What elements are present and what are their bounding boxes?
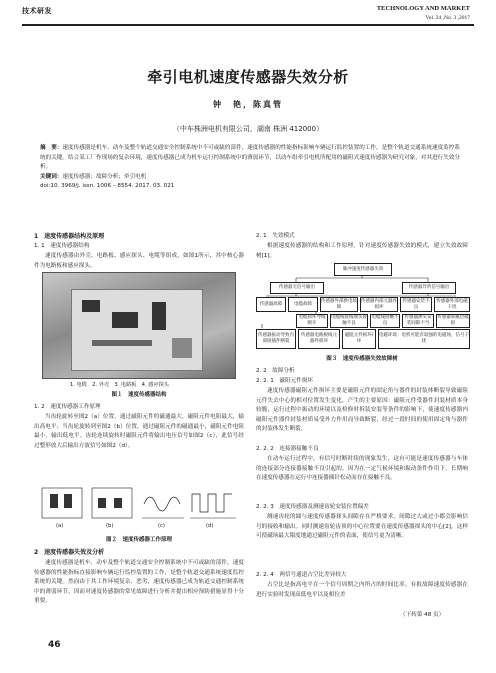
figure-3-caption: 图３ 速度传感器失效故障树 (326, 356, 398, 362)
tree-l1-1: 传感器异常信号输出 (402, 282, 456, 294)
section-2-2-4-heading: 2. 2. 4 两信号通道占空比差异较大 (256, 572, 347, 578)
keywords-line (40, 173, 460, 183)
paragraph-7: 测速齿轮的圆与速度传感器探头间隙存在严格要求，间隙过大或过小都会影响信号的接收和输出。同时测速齿轮齿顶的中心位置要在速度传感器探头的中心[2]，这样可使磁场最大限度地通过磁阻元件的表面，使信号更为清晰。 (256, 514, 468, 540)
section-2-2-2-heading: 2. 2. 2 连接器接触不良 (256, 446, 319, 452)
paragraph-3: 速度传感器是机车、动车及整个轨道交通安全控制系统中不可或缺的部件，速度传感器的性能指标直接影响车辆运行监控装置的工作，是整个轨道交通系统速度监控系统的关键。然而由于其工作环境复杂、恶劣，速度传感器已成为轨道交通控制系统中的薄弱环节，因而对速度传感器的常见故障进行分析并提出相应预防措施显得十分重要。 (34, 560, 244, 605)
tree-l3-4: 传感器屏蔽层破损 (437, 315, 469, 326)
figure-1-photo (42, 272, 236, 379)
abstract-body: 速度传感器是机车、动车及整个轨道交通安全控制系统中不可或缺的部件，速度传感器的性能指标影响车辆运行监控装置的工作，是整个轨道交通系统速度监控系统的关键。结合某工厂作现场的复杂环境，速度传感器已成为机车运行控制系统中的薄弱环节，以动车组牵引电机所配用的磁阻式速度传感器为研究对象，对其进行失效分析。 (40, 145, 460, 171)
paragraph-2: 当齿轮旋转至图2（a）位置，通过磁阻元件的磁通最大，磁阻元件电阻最大，输出高电平；当齿轮旋转到至图2（b）位置，通过磁阻元件的磁通最小，磁阻元件电阻最小，输出低电平。齿轮连续旋转时磁阻元件将输出电压信号如图2（c），此信号经过整形放大后输出方波信号如图2（d）。 (34, 414, 244, 449)
tree-l3-1: 电缆线接线端头接触不良 (331, 315, 367, 326)
paper-affiliation: （中车株洲电机有限公司，湖南 株洲 412000） (172, 125, 324, 133)
journal-section-label: 技术研发 (22, 7, 52, 15)
keywords-label: 关键词： (40, 173, 63, 180)
section-2-2-3-heading: 2. 2. 3 速度传感器及测速齿轮安装位置偏差 (256, 504, 369, 510)
section-1-heading: 1 速度传感器结构及原理 (34, 233, 105, 240)
fig2-label-d: (d) (206, 523, 214, 529)
tree-l3-0: 电缆损坏导线断开 (296, 314, 328, 328)
paragraph-1: 速度传感器由外壳、电路板、感应探头、电缆等组成，如图1所示，其中核心器件为电路板和感应探头。 (34, 253, 244, 269)
tree-l2-5: 传感器外部电磁干扰 (434, 297, 470, 312)
paper-authors: 钟 艳，陈真管 (213, 100, 283, 109)
figure-3-fault-tree (256, 262, 468, 350)
section-2-2-1-heading: 2. 2. 1 磁阻元件损坏 (256, 378, 313, 384)
fig2-label-c: (c) (158, 523, 165, 529)
tree-l4-2: 磁阻元件损坏/坏 (342, 329, 376, 349)
section-1-1-heading: 1. 1 速度传感器结构 (34, 243, 90, 249)
tree-l4-0: 传感器振动导致内部接插件断裂 (256, 329, 296, 349)
figure-2-diagram (40, 484, 240, 532)
section-2-2-heading: 2. 2 故障分析 (256, 368, 295, 374)
figure-2-caption: 图２ 速度传感器工作原理 (105, 537, 172, 543)
tree-l2-3: 传感器内部元器件损坏 (360, 297, 398, 312)
keywords-text: 速度传感器；故障分析；牵引电机 (62, 173, 147, 180)
circuit-board (71, 289, 203, 371)
tree-l1-0: 传感器无信号输出 (270, 282, 324, 294)
section-2-1-heading: 2. 1 失效模式 (256, 233, 295, 239)
fig2-label-a: (a) (56, 523, 64, 529)
abstract-block (40, 144, 460, 192)
tree-l2-2: 传感器外部供电故障 (320, 297, 358, 312)
doi-line: doi:10. 3969/j. issn. 1006 – 8554. 2017. 03. 021 (40, 183, 175, 190)
journal-volume: Vol. 24 ,No. 3 ,2017 (425, 15, 470, 21)
figure-1-caption: 图１ 速度传感器结构 (111, 392, 167, 398)
paper-title: 牵引电机速度传感器失效分析 (147, 68, 349, 86)
tree-l3-3: 传感器测头安装间隙不当 (402, 314, 434, 328)
tree-l2-0: 传感器故障 (256, 297, 286, 312)
paragraph-6: 在动车运行过程中，有信号时断时续的现象发生，这有可能是速度传感器与车体的连接部分连接器接触不良引起的。因为在一定气候环境和振动条件作用下，长期响在速度传感器在运行中连接器插针松动而存在接触不良。 (256, 456, 468, 482)
continued-note: （下转第 48 页） (400, 612, 445, 618)
abstract-label: 摘 要： (40, 145, 63, 151)
section-2-heading: 2 速度传感器失效及分析 (34, 549, 105, 556)
abstract-text (40, 144, 460, 173)
tree-l3-2: 电缆线接触不良 (371, 315, 399, 326)
section-1-2-heading: 1. 2 速度传感器工作原理 (34, 404, 101, 410)
figure-1-labels: 1. 电缆 2. 外壳 3. 电路板 4. 感应探头 (70, 382, 170, 388)
journal-name: TECHNOLOGY AND MARKET (376, 5, 470, 12)
paragraph-5: 速度传感器磁阻元件损坏主要是磁阻元件的固定角与器件的封装体断裂导致磁阻元件失去中心的相对位置发生变化，产生的主要原因：磁阻元件受器件封装材质本身较脆，运行过程中振动的环境以及检修时拆装安装等条件的影响下，使速度传感器内磁阻元件器件封装材质易受外力作用而导致断裂，经过一段时间的使用固定角与器件的封装体发生断裂。 (256, 388, 468, 433)
paragraph-8: 占空比是指高电平在一个信号周期之内所占的时间比率。有报故障速度传感器在进行实验时发现高低电平以及相位差 (256, 582, 468, 598)
tree-l2-1: 电缆故障 (288, 297, 318, 312)
header-rule (22, 24, 474, 26)
tree-l2-4: 传感器安装不良 (400, 297, 432, 312)
tree-l4-1: 传感器电路板线元器件损坏 (298, 329, 340, 349)
tree-l4-3: 电磁环境：电机可能有较强的电磁场，信号干扰 (378, 329, 470, 349)
fig2-label-b: (b) (106, 523, 114, 529)
paragraph-4: 根据速度传感器的结构和工作原理，针对速度传感器失效的模式，建立失效故障树[1]。 (256, 243, 468, 259)
tree-root: 脉冲速度传感器失效 (334, 263, 392, 276)
page-number: 46 (48, 640, 61, 650)
